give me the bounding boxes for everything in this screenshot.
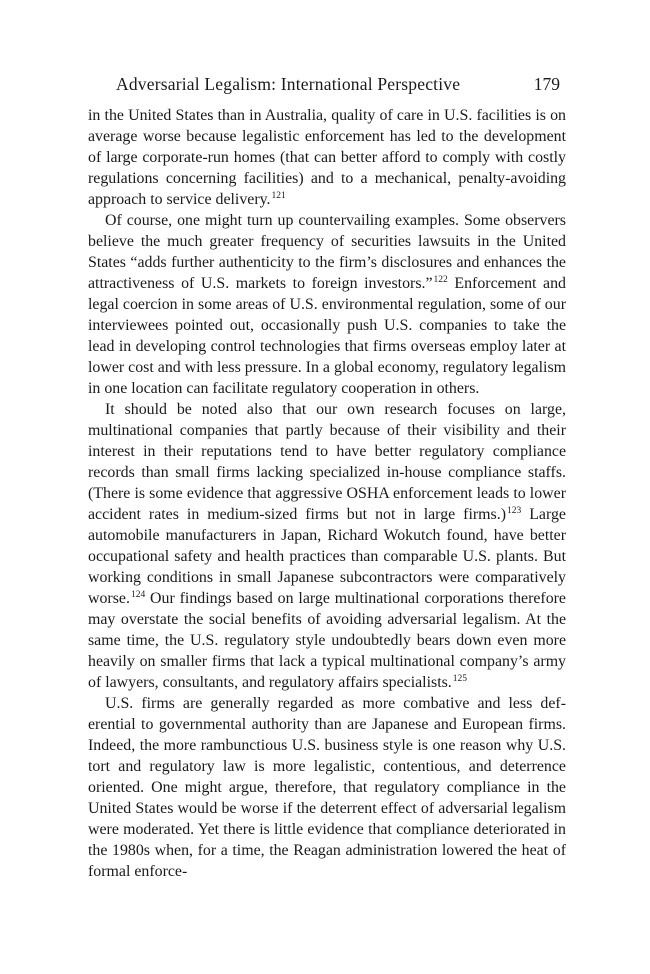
paragraph-text: Large automobile manufacturers in Japan, Richard Wokutch found, have better occupational safety and health practices than comparable U.S. plants. But working conditions in small Japanese subcontractors were comparatively worse. — [88, 506, 566, 607]
page-number: 179 — [533, 74, 560, 94]
paragraph — [88, 210, 566, 399]
footnote-reference: 121 — [271, 191, 286, 201]
paragraph — [88, 105, 566, 210]
paragraph-text: Our findings based on large multinational corporations therefore may overstate the social benefits of avoiding adversarial legalism. At the same time, the U.S. regulatory style undoubtedly bears down even more heavily on smaller firms that lack a typical multinational company’s army of lawyers, consultants, and regulatory affairs specialists. — [88, 590, 566, 691]
paragraph-text: Enforcement and legal coercion in some areas of U.S. environmental regulation, some of our interviewees pointed out, occasionally push U.S. companies to take the lead in developing control technologies that firms overseas employ later at lower cost and with less pressure. In a global economy, regulatory legalism in one location can facilitate regulatory cooperation in others. — [88, 275, 567, 397]
running-title: Adversarial Legalism: International Perspective — [116, 74, 461, 94]
footnote-reference: 123 — [506, 506, 522, 516]
running-head — [88, 70, 566, 98]
paragraph-text: U.S. firms are generally regarded as more combative and less deferential to governmental authority than are Japanese and European firms. Indeed, the more rambunctious U.S. business style is one reason why U.S. tort and regulatory law is more legalistic, contentious, and deterrence oriented. One might argue, therefore, that regulatory compliance in the United States would be worse if the deterrent effect of adversarial legalism were moderated. Yet there is little evidence that compliance deteriorated in the 1980s when, for a time, the Reagan administration lowered the heat of formal enforce- — [88, 695, 566, 880]
paragraph — [88, 693, 566, 882]
paragraph-text: Of course, one might turn up countervailing examples. Some observers believe the much greater frequency of securities lawsuits in the United States “adds further authenticity to the firm’s disclosures and enhances the attractiveness of U.S. markets to foreign investors.” — [88, 212, 566, 292]
paragraph — [88, 399, 566, 693]
footnote-reference: 122 — [433, 275, 448, 285]
book-page — [88, 70, 566, 882]
footnote-reference: 124 — [130, 590, 146, 600]
body-text — [88, 105, 566, 882]
footnote-reference: 125 — [452, 674, 468, 684]
paragraph-text: in the United States than in Australia, quality of care in U.S. facilities is on average worse because legalistic enforcement has led to the development of large corporate-run homes (that can better afford to comply with costly regulations concerning facilities) and to a mechanical, penalty-avoiding approach to service delivery. — [88, 107, 566, 208]
paragraph-text: It should be noted also that our own research focuses on large, multinational companies that partly because of their visibility and their interest in their reputations tend to have better regulatory compliance records than small firms lacking specialized in-house compliance staffs. (There is some evidence that aggressive OSHA enforcement leads to lower accident rates in medium-sized firms but not in large firms.) — [88, 401, 566, 523]
